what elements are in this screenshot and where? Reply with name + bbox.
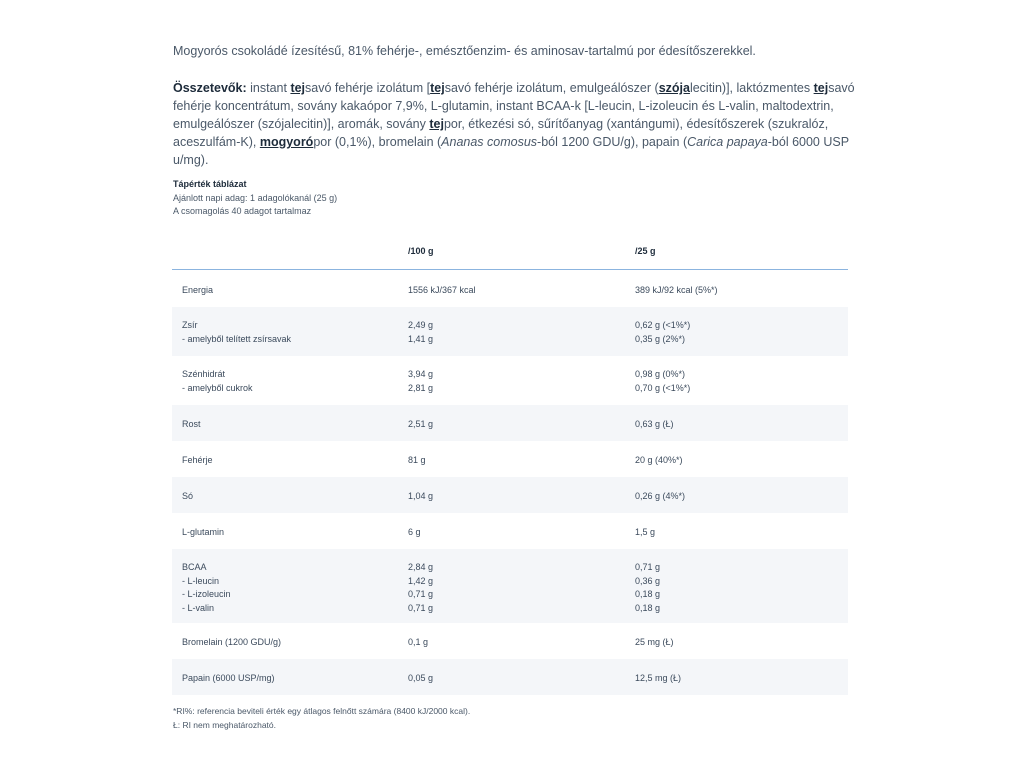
value-per-25g — [635, 418, 674, 432]
product-description: Mogyorós csokoládé ízesítésű, 81% fehérje-, emésztőenzim- és aminosav-tartalmú por édesítőszerekkel. — [173, 44, 756, 58]
table-row — [172, 477, 848, 513]
value-per-100g-line: 2,51 g — [408, 419, 434, 429]
value-per-100g-line: 2,81 g — [408, 382, 434, 393]
nutrient-name-line: Papain (6000 USP/mg) — [182, 673, 275, 683]
ingredients-text: por (0,1%), bromelain ( — [313, 135, 442, 149]
footnote-ri: *RI%: referencia beviteli érték egy átlagos felnőtt számára (8400 kJ/2000 kcal). — [173, 706, 471, 716]
value-per-100g — [408, 368, 433, 395]
nutrition-title: Tápérték táblázat — [173, 179, 247, 189]
nutrient-name — [182, 418, 201, 432]
allergen-milk: tej — [290, 81, 306, 95]
footnote-not-determined: Ł: RI nem meghatározható. — [173, 720, 277, 730]
table-row — [172, 659, 848, 695]
allergen-milk: tej — [813, 81, 829, 95]
table-row — [172, 270, 848, 307]
ingredients-text: savó fehérje izolátum [ — [305, 81, 431, 95]
value-per-25g-line: 1,5 g — [635, 527, 656, 537]
value-per-100g — [408, 284, 476, 298]
nutrient-name — [182, 319, 291, 346]
nutrient-name — [182, 561, 231, 615]
table-row — [172, 441, 848, 477]
nutrient-name-line: - amelyből cukrok — [182, 382, 253, 393]
value-per-25g — [635, 526, 655, 540]
value-per-25g-line: 20 g (40%*) — [635, 455, 683, 465]
serving-size: Ajánlott napi adag: 1 adagolókanál (25 g) — [173, 193, 338, 203]
value-per-100g-line: 0,05 g — [408, 673, 434, 683]
nutrient-name — [182, 284, 213, 298]
value-per-25g-line: 0,18 g — [635, 589, 661, 599]
value-per-100g — [408, 490, 433, 504]
header-per-100g: /100 g — [408, 246, 434, 256]
value-per-25g — [635, 636, 674, 650]
ingredients-text: instant — [246, 81, 291, 95]
value-per-100g — [408, 672, 433, 686]
nutrition-table — [172, 232, 848, 695]
ingredients-paragraph — [173, 79, 863, 169]
value-per-25g-line: 0,35 g (2%*) — [635, 333, 686, 344]
value-per-25g-line: 25 mg (Ł) — [635, 637, 674, 647]
table-row — [172, 307, 848, 356]
nutrient-name-line: BCAA — [182, 562, 207, 572]
nutrient-name-line: Zsír — [182, 320, 198, 330]
value-per-100g-line: 6 g — [408, 527, 421, 537]
table-row — [172, 549, 848, 623]
value-per-25g-line: 0,98 g (0%*) — [635, 369, 686, 379]
nutrient-name — [182, 636, 281, 650]
nutrient-name — [182, 368, 253, 395]
allergen-milk: tej — [430, 81, 445, 95]
nutrition-table-body — [172, 270, 848, 695]
value-per-25g-line: 0,18 g — [635, 602, 661, 613]
value-per-100g — [408, 636, 428, 650]
value-per-25g — [635, 454, 683, 468]
table-row — [172, 405, 848, 441]
value-per-25g-line: 0,62 g (<1%*) — [635, 320, 691, 330]
nutrient-name-line: - L-valin — [182, 602, 215, 613]
value-per-100g-line: 0,1 g — [408, 637, 429, 647]
value-per-25g-line: 12,5 mg (Ł) — [635, 673, 682, 683]
value-per-100g-line: 2,49 g — [408, 320, 434, 330]
nutrient-name-line: Fehérje — [182, 455, 213, 465]
allergen-milk: tej — [429, 117, 444, 131]
value-per-25g-line: 0,36 g — [635, 575, 661, 586]
ingredients-latin-name: Ananas comosus — [441, 135, 538, 149]
value-per-25g-line: 0,70 g (<1%*) — [635, 382, 691, 393]
value-per-25g-line: 0,26 g (4%*) — [635, 491, 686, 501]
value-per-25g — [635, 319, 690, 346]
value-per-25g-line: 0,63 g (Ł) — [635, 419, 674, 429]
nutrient-name-line: Bromelain (1200 GDU/g) — [182, 637, 282, 647]
value-per-25g — [635, 284, 718, 298]
nutrient-name-line: L-glutamin — [182, 527, 225, 537]
value-per-100g — [408, 526, 421, 540]
value-per-100g-line: 3,94 g — [408, 369, 434, 379]
value-per-25g — [635, 368, 690, 395]
table-row — [172, 356, 848, 405]
ingredients-latin-name: Carica papaya — [687, 135, 768, 149]
ingredients-text: lecitin)], laktózmentes — [689, 81, 814, 95]
value-per-25g — [635, 490, 685, 504]
nutrient-name-line: - L-leucin — [182, 575, 220, 586]
value-per-100g — [408, 454, 426, 468]
ingredients-text: -ból 6000 USP u/mg). — [173, 135, 849, 167]
value-per-100g-line: 81 g — [408, 455, 426, 465]
value-per-100g-line: 0,71 g — [408, 589, 434, 599]
value-per-100g-line: 1,42 g — [408, 575, 434, 586]
value-per-100g-line: 2,84 g — [408, 562, 434, 572]
value-per-100g-line: 1,04 g — [408, 491, 434, 501]
header-per-25g: /25 g — [635, 246, 656, 256]
value-per-25g — [635, 561, 660, 615]
nutrient-name-line: - L-izoleucin — [182, 589, 231, 599]
value-per-25g-line: 0,71 g — [635, 562, 661, 572]
nutrient-name-line: - amelyből telített zsírsavak — [182, 333, 292, 344]
nutrient-name — [182, 526, 224, 540]
value-per-25g — [635, 672, 681, 686]
allergen-soy: szója — [658, 81, 690, 95]
ingredients-text: savó fehérje izolátum, emulgeálószer ( — [444, 81, 659, 95]
ingredients-text: por, étkezési só, sűrítőanyag (xantángumi), édesítőszerek (szukralóz, aceszulfám-K), — [173, 117, 829, 149]
nutrient-name-line: Rost — [182, 419, 201, 429]
nutrient-name — [182, 490, 193, 504]
value-per-100g — [408, 319, 433, 346]
nutrient-name-line: Energia — [182, 285, 214, 295]
allergen-hazelnut: mogyoró — [259, 135, 314, 149]
value-per-100g — [408, 418, 433, 432]
nutrient-name — [182, 454, 213, 468]
table-row — [172, 623, 848, 659]
nutrient-name-line: Szénhidrát — [182, 369, 226, 379]
servings-per-package: A csomagolás 40 adagot tartalmaz — [173, 206, 312, 216]
ingredients-text: savó fehérje koncentrátum, sovány kakaópor 7,9%, L-glutamin, instant BCAA-k [L-leucin, L-izoleucin és L-valin, maltodextrin, emulgeálószer (szójalecitin)], aromák, sovány — [173, 81, 855, 131]
nutrient-name-line: Só — [182, 491, 194, 501]
ingredients-text: -ból 1200 GDU/g), papain ( — [537, 135, 688, 149]
value-per-100g-line: 1,41 g — [408, 333, 434, 344]
nutrition-table-header — [172, 232, 848, 270]
value-per-25g-line: 389 kJ/92 kcal (5%*) — [635, 285, 718, 295]
table-row — [172, 513, 848, 549]
value-per-100g-line: 1556 kJ/367 kcal — [408, 285, 476, 295]
value-per-100g-line: 0,71 g — [408, 602, 434, 613]
nutrient-name — [182, 672, 275, 686]
value-per-100g — [408, 561, 433, 615]
ingredients-label: Összetevők: — [173, 81, 247, 95]
